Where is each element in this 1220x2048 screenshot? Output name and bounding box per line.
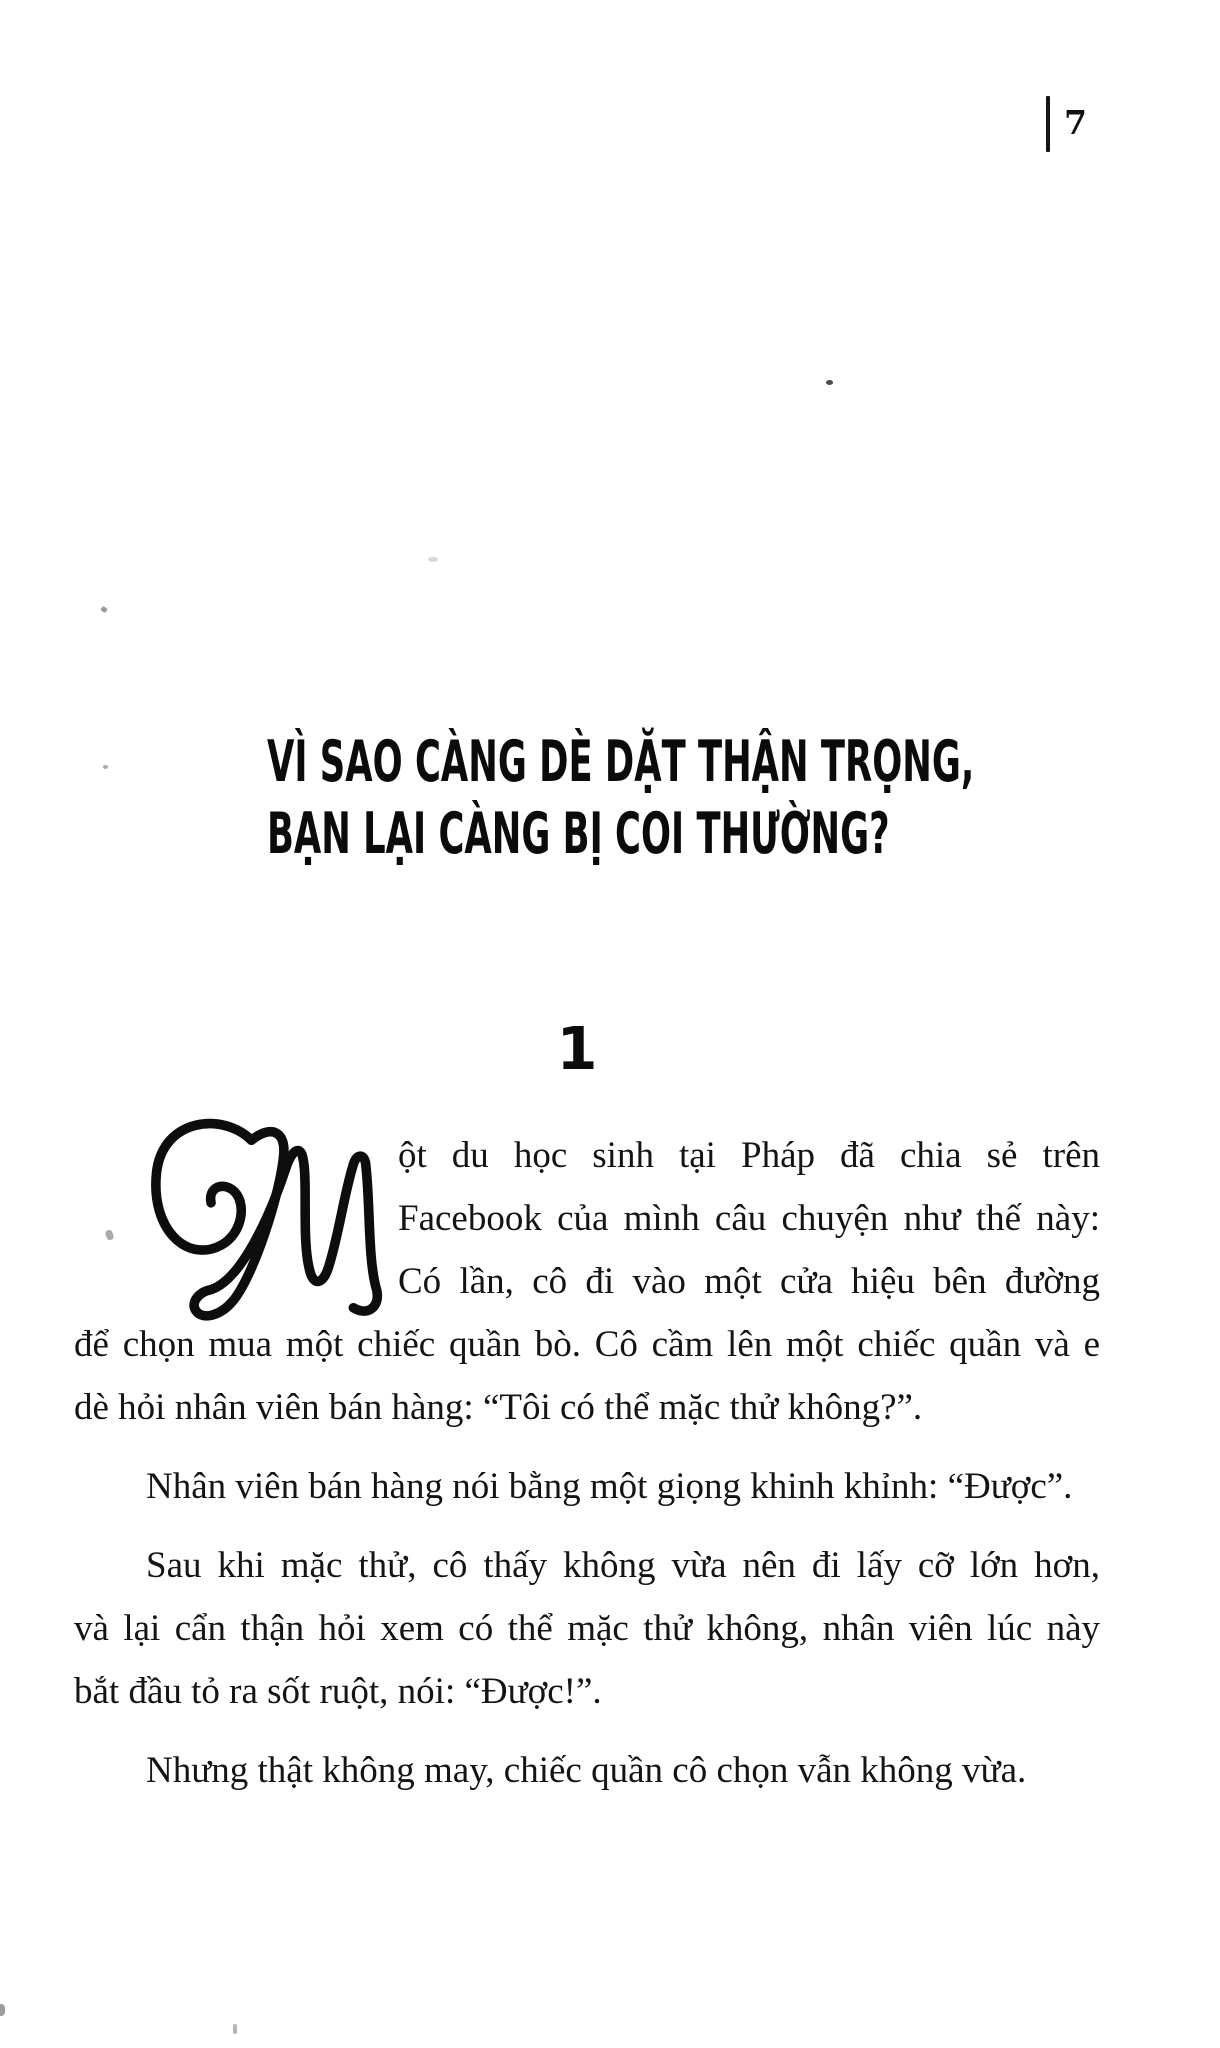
scan-speck xyxy=(100,606,108,614)
scan-speck xyxy=(428,557,438,562)
paragraph-3 xyxy=(74,1534,1100,1723)
body-line: Facebook của mình câu chuyện như thế này: xyxy=(398,1198,1100,1239)
body-line: bắt đầu tỏ ra sốt ruột, nói: “Được!”. xyxy=(74,1671,602,1712)
body-line: để chọn mua một chiếc quần bò. Cô cầm lên một chiếc quần và e xyxy=(74,1324,1100,1365)
body-line: Sau khi mặc thử, cô thấy không vừa nên đi lấy cỡ lớn hơn, xyxy=(146,1545,1100,1586)
body-text xyxy=(74,1124,1100,1802)
scan-speck xyxy=(0,2004,5,2016)
body-line: ột du học sinh tại Pháp đã chia sẻ trên xyxy=(398,1135,1100,1176)
chapter-title xyxy=(77,726,1077,870)
body-line: Nhưng thật không may, chiếc quần cô chọn vẫn không vừa. xyxy=(146,1750,1027,1791)
drop-cap-m xyxy=(132,1116,390,1332)
chapter-title-line-2: BẠN LẠI CÀNG BỊ COI THƯỜNG? xyxy=(267,801,890,867)
paragraph-4 xyxy=(74,1739,1100,1802)
paragraph-2 xyxy=(74,1455,1100,1518)
body-line: Có lần, cô đi vào một cửa hiệu bên đường xyxy=(398,1261,1100,1302)
scan-speck xyxy=(103,765,108,769)
paragraph-1 xyxy=(74,1124,1100,1439)
chapter-title-line-1: VÌ SAO CÀNG DÈ DẶT THẬN TRỌNG, xyxy=(267,729,975,795)
body-line: và lại cẩn thận hỏi xem có thể mặc thử không, nhân viên lúc này xyxy=(74,1608,1100,1649)
page-number: 7 xyxy=(1064,103,1087,142)
scan-speck xyxy=(826,380,833,385)
section-number: 1 xyxy=(556,1014,598,1083)
folio-divider-rule xyxy=(1046,96,1050,152)
scan-speck xyxy=(233,2024,237,2034)
body-line: Nhân viên bán hàng nói bằng một giọng khinh khỉnh: “Được”. xyxy=(146,1466,1073,1507)
body-line: dè hỏi nhân viên bán hàng: “Tôi có thể mặc thử không?”. xyxy=(74,1387,923,1428)
